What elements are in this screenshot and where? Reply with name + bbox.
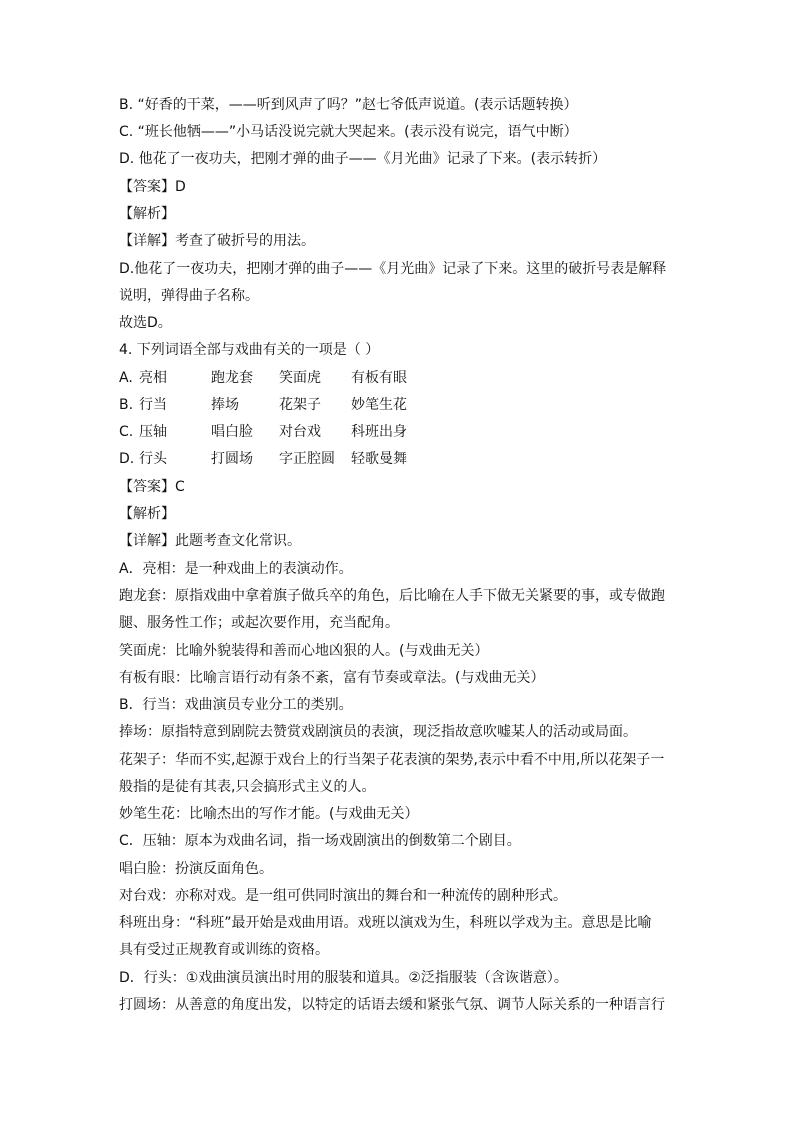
option-c-line: C. “班长他牺——”小马话没说完就大哭起来。(表示没有说完，语气中断） bbox=[119, 124, 578, 140]
paragraph-line: D.他花了一夜功夫，把刚才弹的曲子——《月光曲》记录了下来。这里的破折号表是解释 bbox=[119, 261, 667, 277]
paragraph-line: 妙笔生花：比喻杰出的写作才能。(与戏曲无关） bbox=[119, 806, 419, 822]
option-label: A. bbox=[119, 370, 133, 386]
option-word: 行头 bbox=[139, 451, 167, 467]
option-word: 行当 bbox=[139, 397, 167, 413]
option-word: 字正腔圆 bbox=[279, 451, 335, 467]
option-word: 唱白脸 bbox=[211, 424, 253, 440]
paragraph-line: 捧场：原指特意到剧院去赞赏戏剧演员的表演，现泛指故意吹嘘某人的活动或局面。 bbox=[119, 724, 637, 740]
analysis-label: 【解析】 bbox=[119, 506, 175, 522]
paragraph-line: 具有受过正规教育或训练的资格。 bbox=[119, 942, 329, 958]
option-word: 对台戏 bbox=[279, 424, 321, 440]
paragraph-line: A．亮相：是一种戏曲上的表演动作。 bbox=[119, 561, 353, 577]
option-row-a bbox=[119, 369, 407, 387]
paragraph-line: 科班出身：“科班”最开始是戏曲用语。戏班以演戏为生，科班以学戏为主。意思是比喻 bbox=[119, 915, 652, 931]
option-row-d bbox=[119, 450, 407, 468]
paragraph-line: C．压轴：原本为戏曲名词，指一场戏剧演出的倒数第二个剧目。 bbox=[119, 833, 521, 849]
option-word: 有板有眼 bbox=[351, 370, 407, 386]
option-word: 轻歌曼舞 bbox=[351, 451, 407, 467]
conclusion-line: 故选D。 bbox=[119, 315, 172, 331]
option-word: 打圆场 bbox=[211, 451, 253, 467]
paragraph-line: 有板有眼：比喻言语行动有条不紊，富有节奏或章法。(与戏曲无关） bbox=[119, 670, 545, 686]
option-word: 压轴 bbox=[139, 424, 167, 440]
paragraph-line: 打圆场：从善意的角度出发，以特定的话语去缓和紧张气氛、调节人际关系的一种语言行 bbox=[119, 997, 665, 1013]
paragraph-line: 跑龙套：原指戏曲中拿着旗子做兵卒的角色，后比喻在人手下做无关紧要的事，或专做跑 bbox=[119, 588, 665, 604]
option-word: 花架子 bbox=[279, 397, 321, 413]
option-row-c bbox=[119, 423, 407, 441]
paragraph-line: 花架子：华而不实,起源于戏台上的行当架子花表演的架势,表示中看不中用,所以花架子一 bbox=[119, 752, 665, 768]
option-word: 跑龙套 bbox=[211, 370, 253, 386]
option-label: B. bbox=[119, 397, 134, 413]
question-4-stem: 4. 下列词语全部与戏曲有关的一项是（ ） bbox=[119, 342, 380, 358]
paragraph-line: 唱白脸：扮演反面角色。 bbox=[119, 861, 273, 877]
answer-label: 【答案】C bbox=[119, 479, 185, 495]
detail-line: 【详解】此题考查文化常识。 bbox=[119, 533, 301, 549]
option-d-line: D. 他花了一夜功夫，把刚才弹的曲子——《月光曲》记录了下来。(表示转折） bbox=[119, 151, 607, 167]
option-label: D. bbox=[119, 451, 135, 467]
option-row-b bbox=[119, 396, 407, 414]
analysis-label: 【解析】 bbox=[119, 206, 175, 222]
option-word: 科班出身 bbox=[351, 424, 407, 440]
paragraph-line: 对台戏：亦称对戏。是一组可供同时演出的舞台和一种流传的剧种形式。 bbox=[119, 888, 567, 904]
option-word: 亮相 bbox=[139, 370, 167, 386]
paragraph-line: 腿、服务性工作；或起次要作用，充当配角。 bbox=[119, 615, 399, 631]
detail-line: 【详解】考查了破折号的用法。 bbox=[119, 233, 315, 249]
option-word: 笑面虎 bbox=[279, 370, 321, 386]
option-b-line: B. “好香的干菜，——听到风声了吗？”赵七爷低声说道。(表示话题转换） bbox=[119, 97, 578, 113]
option-word: 妙笔生花 bbox=[351, 397, 407, 413]
paragraph-line: 般指的是徒有其表,只会搞形式主义的人。 bbox=[119, 779, 376, 795]
paragraph-line: 笑面虎：比喻外貌装得和善而心地凶狠的人。(与戏曲无关） bbox=[119, 643, 489, 659]
paragraph-line: D．行头：①戏曲演员演出时用的服装和道具。②泛指服装（含诙谐意）。 bbox=[119, 970, 568, 986]
paragraph-line: 说明，弹得曲子名称。 bbox=[119, 288, 259, 304]
option-label: C. bbox=[119, 424, 134, 440]
option-word: 捧场 bbox=[211, 397, 239, 413]
answer-label: 【答案】D bbox=[119, 179, 186, 195]
paragraph-line: B．行当：戏曲演员专业分工的类别。 bbox=[119, 697, 353, 713]
